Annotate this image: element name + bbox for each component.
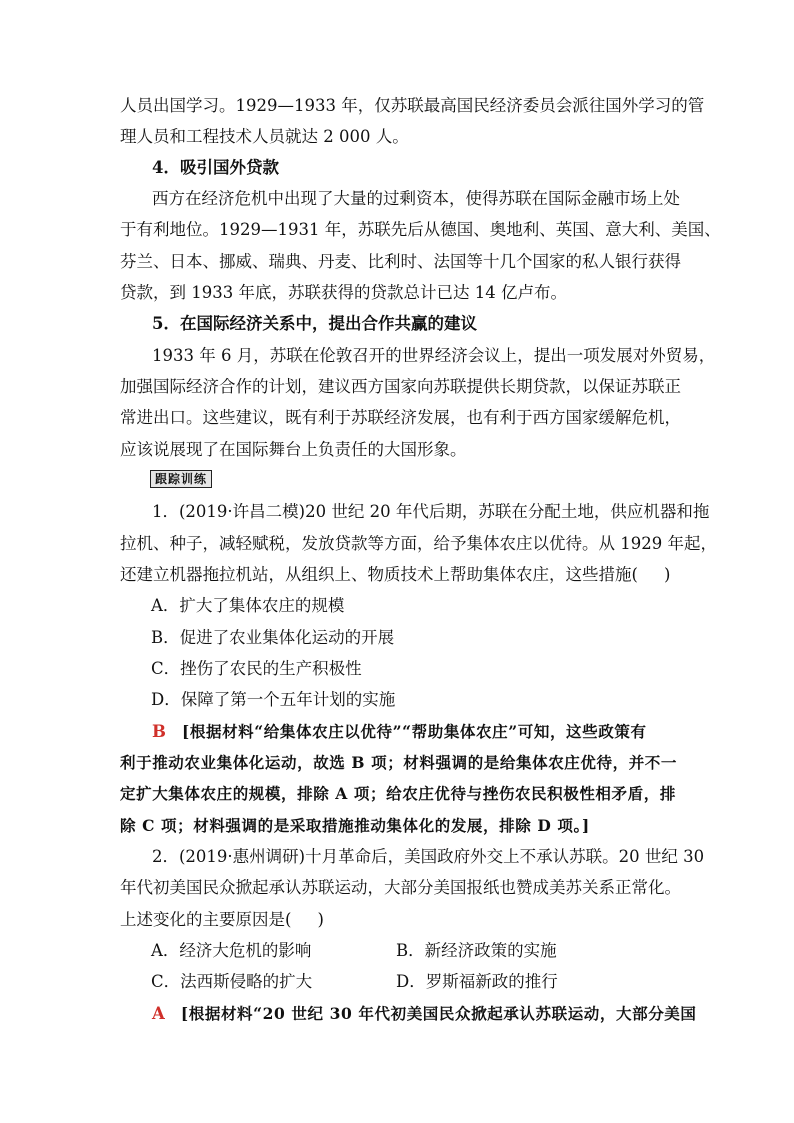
question-1-option-d: D．保障了第一个五年计划的实施 [151,690,396,709]
section-5-line: 加强国际经济合作的计划，建议西方国家向苏联提供长期贷款，以保证苏联正 [120,377,681,396]
question-1-explanation-text: [根据材料“给集体农庄以优待”“帮助集体农庄”可知，这些政策有 [181,722,647,741]
section-4-line: 贷款，到 1933 年底，苏联获得的贷款总计已达 14 亿卢布。 [120,283,567,302]
question-1-stem-end: 还建立机器拖拉机站，从组织上、物质技术上帮助集体农庄，这些措施 [120,565,632,584]
answer-blank-close: ) [663,565,671,584]
question-2-option-c: C．法西斯侵略的扩大 [151,972,313,991]
question-1-line [120,565,680,585]
section-4-heading: 4．吸引国外贷款 [152,158,279,177]
question-2-line [120,910,680,930]
question-2-option-b: B．新经济政策的实施 [396,941,557,960]
question-2-explanation-text: [根据材料“20 世纪 30 年代初美国民众掀起承认苏联运动，大部分美国 [180,1004,697,1023]
intro-line: 理人员和工程技术人员就达 2 000 人。 [120,127,409,146]
question-2-line: 2．(2019·惠州调研)十月革命后，美国政府外交上不承认苏联。20 世纪 30 [152,847,705,866]
question-2-answer: A [152,1004,165,1023]
answer-blank-open: ( [631,565,638,584]
section-5-line: 应该说展现了在国际舞台上负责任的大国形象。 [120,440,467,459]
question-2-option-d: D．罗斯福新政的推行 [396,972,558,991]
question-2-explanation-line [152,1004,712,1024]
question-2-option-a: A．经济大危机的影响 [151,941,312,960]
intro-line: 人员出国学习。1929—1933 年，仅苏联最高国民经济委员会派往国外学习的管 [120,96,705,115]
question-1-line: 拉机、种子，减轻赋税，发放贷款等方面，给予集体农庄以优待。从 1929 年起， [120,534,717,553]
question-1-answer: B [152,722,166,741]
question-1-explanation-line: 利于推动农业集体化运动，故选 B 项；材料强调的是给集体农庄优待，并不一 [120,753,677,772]
question-1-explanation-line: 除 C 项；材料强调的是采取措施推动集体化的发展，排除 D 项。] [120,816,590,835]
section-4-line: 于有利地位。1929—1931 年，苏联先后从德国、奥地利、英国、意大利、美国、 [120,220,721,239]
question-1-line: 1．(2019·许昌二模)20 世纪 20 年代后期，苏联在分配土地，供应机器和拖 [152,502,710,521]
section-5-heading: 5．在国际经济关系中，提出合作共赢的建议 [152,314,477,333]
question-2-stem-end: 上述变化的主要原因是 [120,910,285,929]
section-5-line: 1933 年 6 月，苏联在伦敦召开的世界经济会议上，提出一项发展对外贸易， [152,346,716,365]
question-2-line: 年代初美国民众掀起承认苏联运动，大部分美国报纸也赞成美苏关系正常化。 [120,878,681,897]
question-1-option-a: A．扩大了集体农庄的规模 [151,596,345,615]
question-1-option-c: C．挫伤了农民的生产积极性 [151,659,362,678]
section-4-line: 西方在经济危机中出现了大量的过剩资本，使得苏联在国际金融市场上处 [152,189,680,208]
answer-blank-close: ) [317,910,324,929]
answer-blank-open: ( [285,910,292,929]
practice-tag: 跟踪训练 [150,470,212,488]
section-4-line: 芬兰、日本、挪威、瑞典、丹麦、比利时、法国等十几个国家的私人银行获得 [120,252,681,271]
question-1-explanation-line [152,722,712,742]
question-1-option-b: B．促进了农业集体化运动的开展 [151,628,395,647]
section-5-line: 常进出口。这些建议，既有利于苏联经济发展，也有利于西方国家缓解危机， [120,408,681,427]
question-1-explanation-line: 定扩大集体农庄的规模，排除 A 项；给农庄优待与挫伤农民积极性相矛盾，排 [120,784,676,803]
